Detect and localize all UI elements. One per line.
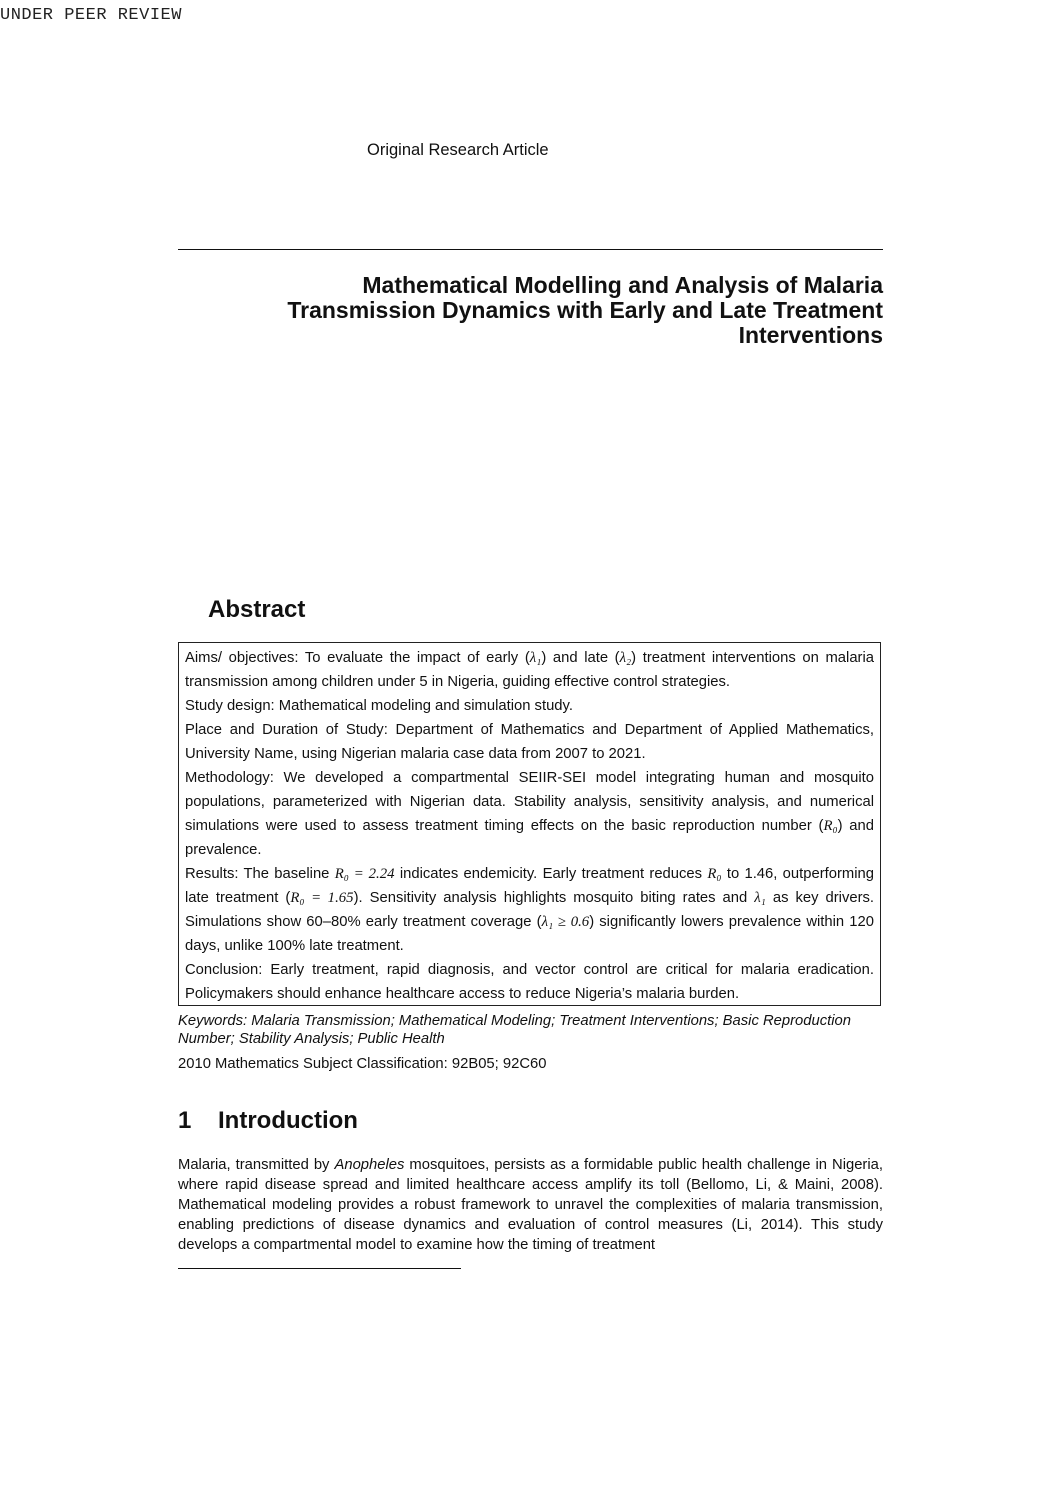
abstract-heading: Abstract	[208, 596, 306, 623]
title-line-2: Transmission Dynamics with Early and Late Treatment	[287, 297, 883, 323]
introduction-paragraph: Malaria, transmitted by Anopheles mosquitoes, persists as a formidable public health challenge in Nigeria, where rapid disease spread and limited healthcare access amplify its toll (Bellomo, Li, & Maini, 2008). Mathematical modeling provides a robust framework to unravel the complexities of malaria transmission, enabling predictions of disease dynamics and evaluation of control measures (Li, 2014). This study develops a compartmental model to examine how the timing of treatment	[178, 1157, 883, 1253]
title-line-1: Mathematical Modelling and Analysis of Malaria	[362, 272, 883, 298]
lambda-1-symbol: λ₁	[754, 890, 766, 906]
title-line-3: Interventions	[738, 322, 883, 348]
section-heading-introduction	[178, 1107, 358, 1135]
lambda-2-symbol: λ₂	[619, 650, 632, 666]
section-number: 1	[178, 1107, 192, 1134]
r0-baseline-equation: R₀ = 2.24	[334, 866, 395, 882]
abstract-results: Results: The baseline R₀ = 2.24 indicates endemicity. Early treatment reduces R₀ to 1.46, outperforming late treatment (R₀ = 1.65). Sensitivity analysis highlights mosquito biting rates and λ₁ as key drivers. Simulations show 60–80% early treatment coverage (λ₁ ≥ 0.6) significantly lowers prevalence within 120 days, unlike 100% late treatment.	[185, 866, 875, 954]
r0-symbol: R₀	[823, 818, 838, 834]
abstract-methodology: Methodology: We developed a compartmental SEIIR-SEI model integrating human and mosquito populations, parameterized with Nigerian data. Stability analysis, sensitivity analysis, and numerical simulations were used to assess treatment timing effects on the basic reproduction number (R₀) and prevalence.	[185, 770, 874, 858]
abstract-aims: Aims/ objectives: To evaluate the impact of early (λ₁) and late (λ₂) treatment interventions on malaria transmission among children under 5 in Nigeria, guiding effective control strategies.	[185, 650, 874, 690]
abstract-place: Place and Duration of Study: Department of Mathematics and Department of Applied Mathematics, University Name, using Nigerian malaria case data from 2007 to 2021.	[185, 722, 874, 762]
abstract-conclusion: Conclusion: Early treatment, rapid diagnosis, and vector control are critical for malaria eradication. Policymakers should enhance healthcare access to reduce Nigeria’s malaria burden.	[185, 962, 874, 1002]
abstract-box	[178, 642, 881, 1006]
section-title: Introduction	[218, 1107, 358, 1134]
paper-title	[178, 273, 883, 348]
title-divider	[178, 249, 883, 250]
lambda-1-symbol: λ₁	[529, 650, 542, 666]
r0-symbol: R₀	[707, 866, 722, 882]
subject-classification: 2010 Mathematics Subject Classification: 92B05; 92C60	[178, 1056, 547, 1072]
article-type-label: Original Research Article	[367, 141, 549, 159]
abstract-study-design: Study design: Mathematical modeling and simulation study.	[185, 698, 573, 714]
lambda-coverage-equation: λ₁ ≥ 0.6	[541, 914, 590, 930]
keywords: Keywords: Malaria Transmission; Mathematical Modeling; Treatment Interventions; Basic Reproduction Number; Stability Analysis; Public Health	[178, 1013, 851, 1047]
peer-review-watermark: UNDER PEER REVIEW	[0, 6, 182, 25]
footnote-divider	[178, 1268, 461, 1269]
italic-term: Anopheles	[334, 1157, 405, 1173]
r0-late-equation: R₀ = 1.65	[290, 890, 354, 906]
